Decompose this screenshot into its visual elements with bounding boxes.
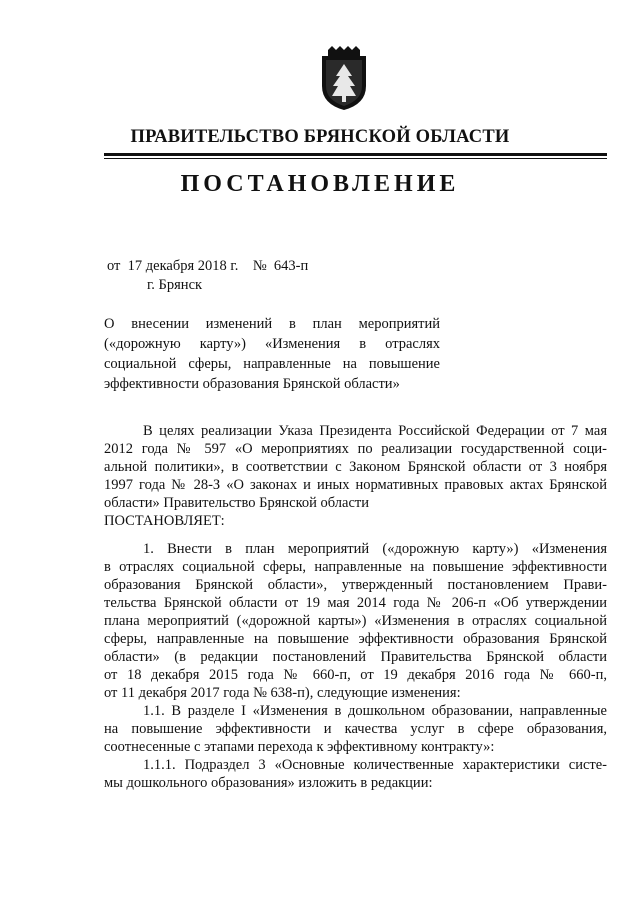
- body-line: 1.1.1. Подраздел 3 «Основные количественные характеристики систе-: [143, 757, 607, 773]
- body-line: на повышение эффективности и качества услуг в сфере образования,: [104, 721, 607, 737]
- body-line: области» (в редакции постановлений Правительства Брянской области: [104, 649, 607, 665]
- subject-line: («дорожную карту») «Изменения в отраслях: [104, 336, 440, 352]
- body-line: сферы, направленные на повышение эффективности образования Брянской: [104, 631, 607, 647]
- preamble: [104, 422, 607, 530]
- city: г. Брянск: [147, 277, 203, 293]
- preamble-line: альной политики», в соответствии с Законом Брянской области от 3 ноября: [104, 459, 607, 475]
- body-line: 1. Внести в план мероприятий («дорожную карту») «Изменения: [143, 541, 607, 557]
- resolution-keyword: ПОСТАНОВЛЯЕТ:: [104, 513, 225, 529]
- body-line: соотнесенные с этапами перехода к эффективному контракту»:: [104, 739, 495, 755]
- preamble-line: области» Правительство Брянской области: [104, 495, 369, 511]
- preamble-line: 2012 года № 597 «О мероприятиях по реализации государственной соци-: [104, 441, 607, 457]
- body-line: 1.1. В разделе I «Изменения в дошкольном образовании, направленные: [143, 703, 607, 719]
- resolution-body: [104, 540, 607, 792]
- date-and-number: от 17 декабря 2018 г. № 643-п: [107, 258, 309, 274]
- subject-line: эффективности образования Брянской области»: [104, 376, 400, 392]
- body-line: от 18 декабря 2015 года № 660-п, от 19 декабря 2016 года № 660-п,: [104, 667, 607, 683]
- coat-of-arms-emblem: [318, 46, 370, 112]
- preamble-line: В целях реализации Указа Президента Российской Федерации от 7 мая: [143, 423, 607, 439]
- body-line: от 11 декабря 2017 года № 638-п), следующие изменения:: [104, 685, 461, 701]
- body-line: в отраслях социальной сферы, направленные на повышение эффективности: [104, 559, 607, 575]
- header-divider-thick: [104, 153, 607, 156]
- document-type: ПОСТАНОВЛЕНИЕ: [180, 171, 460, 197]
- document-subject: [104, 314, 440, 394]
- body-line: плана мероприятий («дорожной карты») «Изменения в отраслях социальной: [104, 613, 607, 629]
- body-line: мы дошкольного образования» изложить в редакции:: [104, 775, 433, 791]
- body-line: образования Брянской области», утвержденный постановлением Прави-: [104, 577, 607, 593]
- government-title: ПРАВИТЕЛЬСТВО БРЯНСКОЙ ОБЛАСТИ: [130, 127, 510, 147]
- preamble-line: 1997 года № 28-З «О законах и иных нормативных правовых актах Брянской: [104, 477, 607, 493]
- header-divider-thin: [104, 158, 607, 159]
- body-line: тельства Брянской области от 19 мая 2014 года № 206-п «Об утверждении: [104, 595, 607, 611]
- subject-line: социальной сферы, направленные на повышение: [104, 356, 440, 372]
- subject-line: О внесении изменений в план мероприятий: [104, 316, 440, 332]
